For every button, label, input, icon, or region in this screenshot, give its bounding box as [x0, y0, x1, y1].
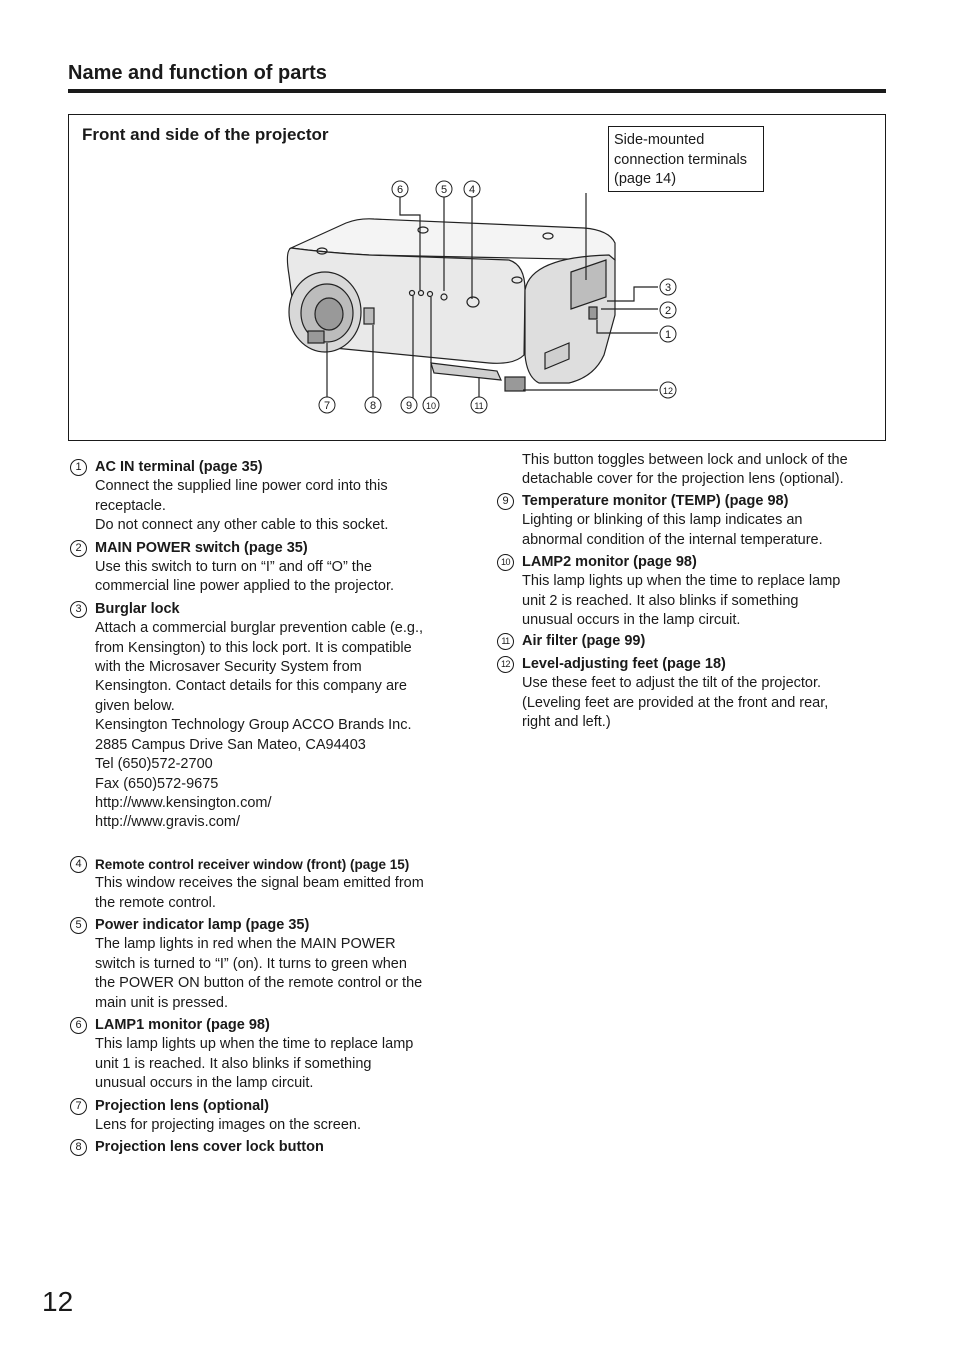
item-6 [68, 1016, 478, 1094]
item-text: (Leveling feet are provided at the front and rear, [522, 694, 829, 711]
svg-text:11: 11 [474, 401, 484, 411]
projector-illustration [69, 115, 885, 440]
item-9 [495, 492, 890, 550]
item-title: Temperature monitor (TEMP) (page 98) [522, 492, 789, 509]
item-number: 3 [70, 601, 87, 618]
item-11 [495, 632, 890, 651]
marker-1 [660, 326, 676, 342]
marker-5 [436, 181, 452, 197]
item-text: http://www.gravis.com/ [95, 814, 241, 831]
item-text: Lighting or blinking of this lamp indicates an [522, 512, 803, 529]
item-number: 1 [70, 459, 87, 476]
item-1 [68, 458, 478, 536]
item-text: unit 1 is reached. It also blinks if something [95, 1055, 372, 1072]
marker-10 [423, 397, 439, 413]
item-text: Tel (650)572-2700 [95, 756, 213, 773]
item-4 [68, 855, 478, 913]
item-10 [495, 553, 890, 631]
item-5 [68, 916, 478, 1013]
item-number: 8 [70, 1139, 87, 1156]
item-text: right and left.) [522, 714, 611, 731]
item-text: unusual occurs in the lamp circuit. [522, 612, 741, 629]
item-title: Air filter (page 99) [522, 632, 646, 649]
item-title: Remote control receiver window (front) (page 15) [95, 856, 410, 872]
svg-text:12: 12 [662, 386, 674, 396]
item-text: detachable cover for the projection lens (optional). [522, 471, 844, 488]
marker-7 [319, 397, 335, 413]
right-column [495, 451, 890, 733]
item-title: Level-adjusting feet (page 18) [522, 656, 726, 673]
item-text: Use these feet to adjust the tilt of the projector. [522, 675, 822, 692]
item-number: 4 [70, 856, 87, 873]
item-text: The lamp lights in red when the MAIN POWER [95, 936, 396, 953]
item-number: 12 [497, 656, 514, 673]
item-12 [495, 655, 890, 733]
item-text: unit 2 is reached. It also blinks if something [522, 592, 799, 609]
item-text: abnormal condition of the internal temperature. [522, 531, 823, 548]
item-number: 5 [70, 917, 87, 934]
item-number: 9 [497, 493, 514, 510]
projector-figure [68, 114, 886, 441]
item-text: Connect the supplied line power cord into this [95, 478, 388, 495]
item-title: Projection lens (optional) [95, 1097, 270, 1114]
item-2 [68, 539, 478, 597]
marker-3 [660, 279, 676, 295]
item-text: Attach a commercial burglar prevention cable (e.g., [95, 620, 424, 637]
item-text: from Kensington) to this lock port. It is compatible [95, 639, 412, 656]
item-text: 2885 Campus Drive San Mateo, CA94403 [95, 736, 366, 753]
marker-11 [471, 397, 487, 413]
callout-line: connection terminals [614, 151, 747, 168]
marker-8 [365, 397, 381, 413]
item-text: Kensington Technology Group ACCO Brands Inc. [95, 717, 412, 734]
svg-text:3: 3 [664, 282, 672, 294]
item-title: Power indicator lamp (page 35) [95, 916, 310, 933]
item-number: 11 [497, 633, 514, 650]
item-text: Fax (650)572-9675 [95, 775, 219, 792]
figure-title: Front and side of the projector [82, 125, 329, 144]
item-text: This window receives the signal beam emitted from [95, 875, 424, 892]
item-text: unusual occurs in the lamp circuit. [95, 1075, 314, 1092]
item-title: AC IN terminal (page 35) [95, 459, 263, 475]
item-text: receptacle. [95, 497, 166, 514]
item-text: main unit is pressed. [95, 994, 228, 1011]
callout-line: Side-mounted [614, 132, 705, 148]
svg-text:8: 8 [369, 400, 377, 412]
item-text: This lamp lights up when the time to replace lamp [522, 573, 841, 590]
page-title: Name and function of parts [68, 62, 327, 84]
item-text: Do not connect any other cable to this socket. [95, 517, 389, 534]
item-text: http://www.kensington.com/ [95, 794, 272, 811]
item-title: LAMP1 monitor (page 98) [95, 1016, 270, 1033]
item-text: This button toggles between lock and unlock of the [522, 452, 848, 468]
svg-text:1: 1 [664, 329, 672, 341]
item-title: LAMP2 monitor (page 98) [522, 554, 697, 571]
item-text: given below. [95, 697, 175, 714]
page-number: 12 [42, 1286, 74, 1317]
item-8 [68, 1138, 478, 1157]
item-text: Lens for projecting images on the screen. [95, 1117, 361, 1133]
item-number: 2 [70, 540, 87, 557]
item-number: 7 [70, 1098, 87, 1115]
item-7 [68, 1097, 478, 1136]
item-8-continued [495, 451, 890, 490]
item-title: Projection lens cover lock button [95, 1139, 324, 1156]
item-number: 10 [497, 554, 514, 571]
svg-text:7: 7 [323, 400, 331, 412]
svg-text:4: 4 [468, 184, 476, 196]
item-number: 6 [70, 1017, 87, 1034]
item-3 [68, 600, 478, 833]
item-title: Burglar lock [95, 600, 180, 617]
marker-2 [660, 302, 676, 318]
title-rule [68, 89, 886, 93]
marker-12 [660, 382, 676, 398]
svg-text:10: 10 [425, 401, 437, 411]
item-text: This lamp lights up when the time to replace lamp [95, 1036, 414, 1053]
item-text: commercial line power applied to the projector. [95, 578, 395, 595]
item-text: with the Microsaver Security System from [95, 659, 362, 676]
svg-text:2: 2 [664, 305, 672, 317]
callout-line: (page 14) [614, 171, 677, 187]
item-text: switch is turned to “I” (on). It turns to green when [95, 955, 407, 972]
svg-text:6: 6 [396, 184, 404, 196]
item-text: the POWER ON button of the remote control or the [95, 975, 423, 992]
item-text: Use this switch to turn on “I” and off “O” the [95, 559, 372, 576]
svg-text:9: 9 [405, 400, 413, 412]
item-text: Kensington. Contact details for this company are [95, 678, 407, 695]
svg-text:5: 5 [440, 184, 448, 196]
marker-6 [392, 181, 408, 197]
item-title: MAIN POWER switch (page 35) [95, 539, 308, 556]
left-column [68, 458, 478, 1158]
marker-4 [464, 181, 480, 197]
marker-9 [401, 397, 417, 413]
item-text: the remote control. [95, 894, 216, 911]
